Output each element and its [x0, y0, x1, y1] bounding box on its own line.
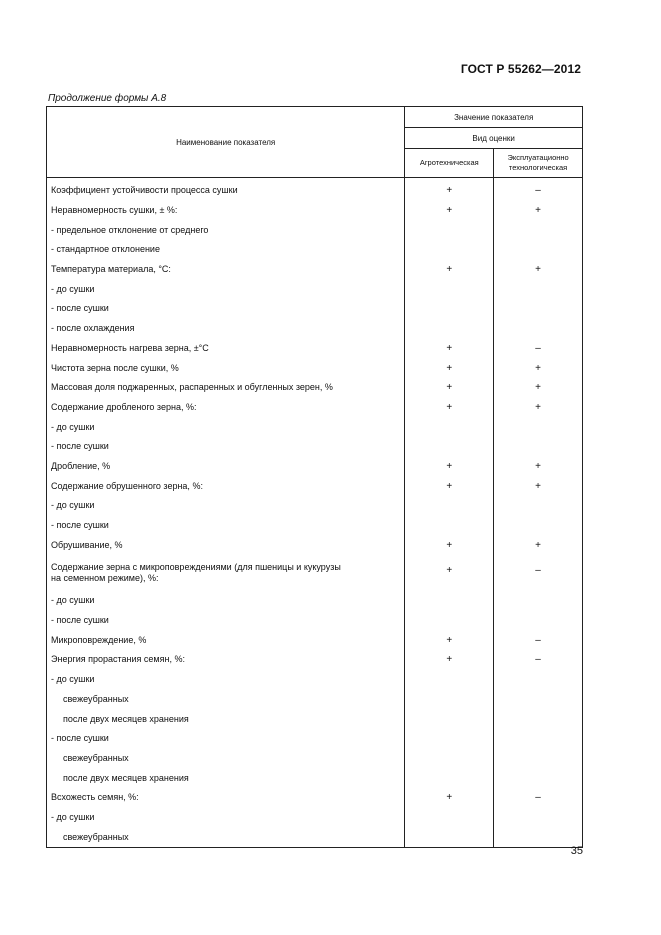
table-row: [47, 630, 583, 650]
row-operational-mark: [494, 749, 583, 769]
row-indicator-name: [47, 630, 405, 650]
table-row: [47, 240, 583, 260]
row-indicator-name: [47, 591, 405, 611]
row-indicator-name: [47, 437, 405, 457]
row-name-text: - после сушки: [51, 441, 109, 452]
header-indicator-name: Наименование показателя: [47, 107, 405, 178]
row-indicator-name: [47, 808, 405, 828]
row-indicator-name: [47, 279, 405, 299]
row-indicator-name: [47, 457, 405, 477]
row-name-text-line2: на семенном режиме), %:: [51, 573, 159, 584]
row-indicator-name: [47, 768, 405, 788]
table-row: [47, 788, 583, 808]
row-indicator-name: [47, 299, 405, 319]
row-operational-mark: +: [494, 260, 583, 280]
row-indicator-name: [47, 516, 405, 536]
row-name-text: - до сушки: [51, 421, 95, 432]
row-name-text: - после сушки: [51, 520, 109, 531]
table-row: [47, 201, 583, 221]
row-operational-mark: [494, 417, 583, 437]
row-agrotechnical-mark: [405, 591, 494, 611]
row-name-text: - до сушки: [51, 674, 95, 685]
row-name-text: свежеубранных: [63, 752, 129, 763]
row-operational-mark: +: [494, 398, 583, 418]
indicator-table: [46, 106, 583, 848]
row-agrotechnical-mark: +: [405, 650, 494, 670]
table-row: [47, 749, 583, 769]
table-row: [47, 768, 583, 788]
document-code: ГОСТ Р 55262—2012: [460, 62, 581, 76]
table-row: [47, 496, 583, 516]
row-agrotechnical-mark: +: [405, 630, 494, 650]
row-indicator-name: [47, 729, 405, 749]
row-operational-mark: [494, 709, 583, 729]
row-name-text: после двух месяцев хранения: [63, 713, 189, 724]
row-operational-mark: [494, 827, 583, 847]
row-name-text: - предельное отклонение от среднего: [51, 224, 209, 235]
row-name-text: Коэффициент устойчивости процесса сушки: [51, 185, 238, 196]
row-name-text: - после сушки: [51, 733, 109, 744]
row-agrotechnical-mark: [405, 768, 494, 788]
table-row: [47, 827, 583, 847]
header-indicator-value: Значение показателя: [405, 107, 583, 128]
page-number: 35: [570, 845, 583, 857]
row-agrotechnical-mark: +: [405, 260, 494, 280]
table-row: [47, 358, 583, 378]
row-name-text: - стандартное отклонение: [51, 244, 160, 255]
row-indicator-name: [47, 476, 405, 496]
table-body: [47, 181, 583, 848]
row-indicator-name: [47, 417, 405, 437]
row-name-text: - до сушки: [51, 811, 95, 822]
row-name-text: Содержание зерна с микроповреждениями (для пшеницы и кукурузы: [51, 562, 341, 573]
row-operational-mark: [494, 279, 583, 299]
row-indicator-name: [47, 220, 405, 240]
table-row: [47, 279, 583, 299]
table-row: [47, 729, 583, 749]
table-row: [47, 181, 583, 201]
row-indicator-name: [47, 358, 405, 378]
row-indicator-name: [47, 709, 405, 729]
row-indicator-name: [47, 650, 405, 670]
table-row: [47, 670, 583, 690]
row-indicator-name: [47, 378, 405, 398]
row-agrotechnical-mark: +: [405, 555, 494, 591]
table-row: [47, 339, 583, 359]
row-agrotechnical-mark: [405, 240, 494, 260]
table-row: [47, 299, 583, 319]
row-agrotechnical-mark: [405, 709, 494, 729]
row-indicator-name: [47, 201, 405, 221]
row-name-text: Микроповреждение, %: [51, 634, 147, 645]
row-operational-mark: –: [494, 181, 583, 201]
row-agrotechnical-mark: +: [405, 457, 494, 477]
row-operational-mark: [494, 220, 583, 240]
row-agrotechnical-mark: +: [405, 201, 494, 221]
table-row: [47, 690, 583, 710]
row-agrotechnical-mark: +: [405, 378, 494, 398]
table-row: [47, 535, 583, 555]
row-indicator-name: [47, 749, 405, 769]
header-agrotechnical: Агротехническая: [405, 149, 494, 178]
row-operational-mark: [494, 690, 583, 710]
row-indicator-name: [47, 670, 405, 690]
table-row: [47, 417, 583, 437]
row-indicator-name: [47, 319, 405, 339]
row-operational-mark: [494, 319, 583, 339]
row-agrotechnical-mark: [405, 827, 494, 847]
row-agrotechnical-mark: +: [405, 181, 494, 201]
row-name-text: Содержание дробленого зерна, %:: [51, 401, 197, 412]
row-agrotechnical-mark: +: [405, 788, 494, 808]
header-operational-line2: технологическая: [508, 163, 568, 172]
table-row: [47, 398, 583, 418]
row-operational-mark: [494, 768, 583, 788]
table-row: [47, 591, 583, 611]
header-assessment-type: Вид оценки: [405, 128, 583, 149]
row-operational-mark: –: [494, 555, 583, 591]
row-name-text: Температура материала, °С:: [51, 264, 171, 275]
row-agrotechnical-mark: [405, 516, 494, 536]
row-operational-mark: +: [494, 457, 583, 477]
table-row: [47, 611, 583, 631]
row-name-text: после двух месяцев хранения: [63, 772, 189, 783]
table-row: [47, 808, 583, 828]
row-name-text: свежеубранных: [63, 693, 129, 704]
row-agrotechnical-mark: [405, 220, 494, 240]
row-agrotechnical-mark: +: [405, 398, 494, 418]
row-name-text: - до сушки: [51, 283, 95, 294]
row-agrotechnical-mark: [405, 496, 494, 516]
row-name-text: Массовая доля поджаренных, распаренных и обугленных зерен, %: [51, 382, 333, 393]
row-name-text: - после охлаждения: [51, 323, 135, 334]
row-operational-mark: [494, 240, 583, 260]
row-indicator-name: [47, 690, 405, 710]
row-agrotechnical-mark: [405, 417, 494, 437]
row-operational-mark: [494, 670, 583, 690]
row-operational-mark: –: [494, 630, 583, 650]
row-name-text: свежеубранных: [63, 831, 129, 842]
row-indicator-name: [47, 181, 405, 201]
row-indicator-name: [47, 788, 405, 808]
row-name-text: Энергия прорастания семян, %:: [51, 654, 185, 665]
row-operational-mark: +: [494, 201, 583, 221]
row-agrotechnical-mark: [405, 279, 494, 299]
row-agrotechnical-mark: [405, 690, 494, 710]
row-agrotechnical-mark: +: [405, 358, 494, 378]
row-name-text: Обрушивание, %: [51, 539, 123, 550]
row-agrotechnical-mark: [405, 729, 494, 749]
row-name-text: Чистота зерна после сушки, %: [51, 362, 179, 373]
row-indicator-name: [47, 535, 405, 555]
row-agrotechnical-mark: [405, 670, 494, 690]
row-agrotechnical-mark: [405, 611, 494, 631]
table-row: [47, 457, 583, 477]
header-operational-line1: Эксплуатационно: [507, 153, 569, 162]
row-agrotechnical-mark: [405, 319, 494, 339]
row-operational-mark: [494, 299, 583, 319]
row-operational-mark: [494, 496, 583, 516]
row-agrotechnical-mark: +: [405, 535, 494, 555]
row-name-text: - после сушки: [51, 303, 109, 314]
table-row: [47, 437, 583, 457]
row-name-text: - до сушки: [51, 500, 95, 511]
row-name-text: Дробление, %: [51, 460, 111, 471]
row-operational-mark: [494, 516, 583, 536]
row-indicator-name: [47, 827, 405, 847]
row-indicator-name: [47, 260, 405, 280]
row-indicator-name: [47, 496, 405, 516]
table-row: [47, 555, 583, 591]
row-operational-mark: [494, 729, 583, 749]
row-operational-mark: +: [494, 476, 583, 496]
table-row: [47, 709, 583, 729]
row-agrotechnical-mark: +: [405, 476, 494, 496]
row-operational-mark: –: [494, 339, 583, 359]
row-indicator-name: [47, 240, 405, 260]
table-row: [47, 476, 583, 496]
table-row: [47, 516, 583, 536]
row-operational-mark: [494, 808, 583, 828]
row-name-text: - до сушки: [51, 595, 95, 606]
row-indicator-name: [47, 398, 405, 418]
row-operational-mark: +: [494, 378, 583, 398]
row-operational-mark: [494, 437, 583, 457]
header-operational: [494, 149, 583, 178]
row-indicator-name: [47, 611, 405, 631]
row-name-text: Всхожесть семян, %:: [51, 792, 139, 803]
row-operational-mark: –: [494, 788, 583, 808]
table-row: [47, 260, 583, 280]
row-operational-mark: –: [494, 650, 583, 670]
table-row: [47, 319, 583, 339]
row-agrotechnical-mark: [405, 749, 494, 769]
row-agrotechnical-mark: [405, 299, 494, 319]
table-row: [47, 650, 583, 670]
row-indicator-name: [47, 339, 405, 359]
row-name-text: - после сушки: [51, 615, 109, 626]
table-row: [47, 378, 583, 398]
row-operational-mark: [494, 591, 583, 611]
row-indicator-name: [47, 555, 405, 591]
row-agrotechnical-mark: [405, 808, 494, 828]
row-name-text: Неравномерность сушки, ± %:: [51, 205, 178, 216]
table-row: [47, 220, 583, 240]
row-agrotechnical-mark: +: [405, 339, 494, 359]
row-operational-mark: +: [494, 358, 583, 378]
row-agrotechnical-mark: [405, 437, 494, 457]
row-name-text: Неравномерность нагрева зерна, ±°С: [51, 342, 209, 353]
form-continuation-caption: Продолжение формы А.8: [48, 93, 167, 104]
row-name-text: Содержание обрушенного зерна, %:: [51, 480, 203, 491]
row-operational-mark: +: [494, 535, 583, 555]
row-operational-mark: [494, 611, 583, 631]
